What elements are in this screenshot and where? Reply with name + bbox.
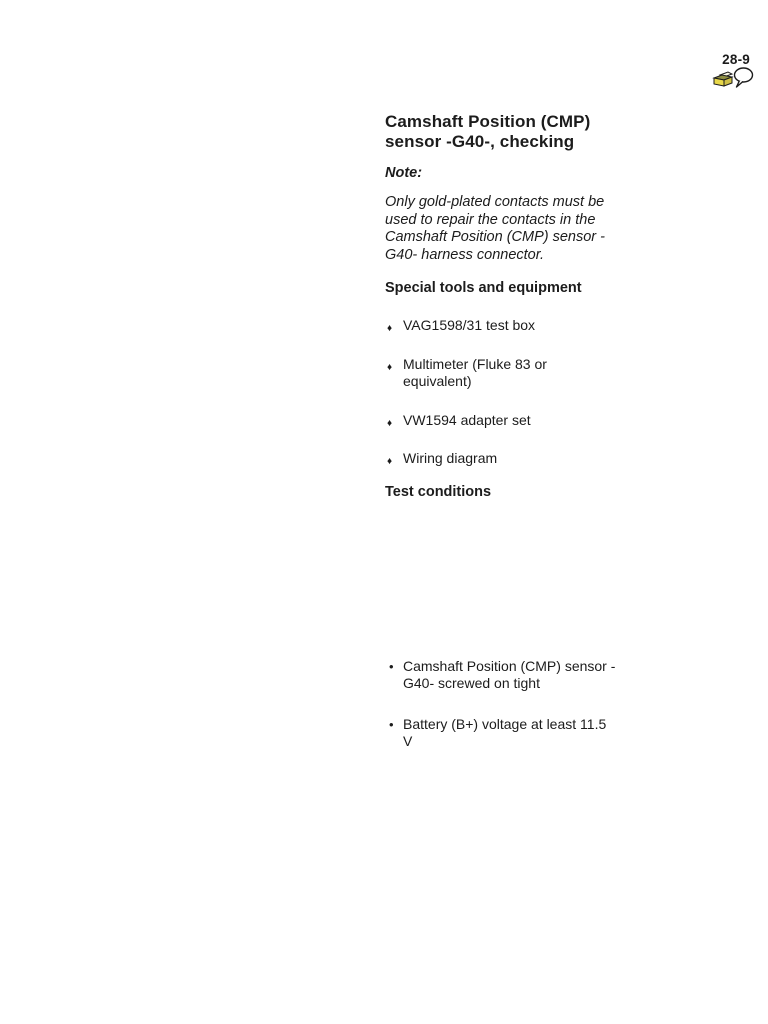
bullet-dot-icon: • bbox=[389, 658, 394, 674]
tools-heading: Special tools and equipment bbox=[385, 280, 582, 296]
bullet-dot-icon: • bbox=[389, 716, 394, 732]
note-label: Note: bbox=[385, 165, 423, 181]
speech-bubble-icon[interactable] bbox=[734, 66, 754, 95]
tool-item-label: VAG1598/31 test box bbox=[403, 317, 536, 333]
page-title: Camshaft Position (CMP) sensor -G40-, checking bbox=[385, 112, 591, 151]
condition-item-label: Battery (B+) voltage at least 11.5 V bbox=[403, 715, 607, 749]
list-item bbox=[385, 356, 619, 391]
tool-item-label: Multimeter (Fluke 83 or equivalent) bbox=[403, 355, 547, 389]
tool-item-label: VW1594 adapter set bbox=[403, 411, 531, 428]
condition-item-label: Camshaft Position (CMP) sensor -G40- screwed on tight bbox=[403, 657, 616, 691]
tools-list bbox=[385, 317, 619, 468]
list-item bbox=[385, 716, 619, 751]
tool-item-label: Wiring diagram bbox=[403, 450, 498, 466]
header-icons bbox=[712, 66, 754, 95]
conditions-heading: Test conditions bbox=[385, 483, 492, 500]
page-number: 28-9 bbox=[722, 52, 750, 67]
list-item bbox=[385, 450, 619, 468]
conditions-list bbox=[385, 658, 619, 751]
list-item bbox=[385, 412, 619, 430]
list-item bbox=[385, 317, 619, 335]
note-text: Only gold-plated contacts must be used to repair the contacts in the Camshaft Position (CMP) sensor - G40- harness connector. bbox=[385, 194, 605, 263]
bullet-diamond-icon: ♦ bbox=[387, 361, 393, 373]
bullet-diamond-icon: ♦ bbox=[387, 323, 393, 334]
bullet-diamond-icon: ♦ bbox=[387, 417, 393, 429]
bullet-diamond-icon: ♦ bbox=[387, 456, 393, 467]
list-item bbox=[385, 658, 619, 693]
content-column bbox=[385, 112, 641, 751]
